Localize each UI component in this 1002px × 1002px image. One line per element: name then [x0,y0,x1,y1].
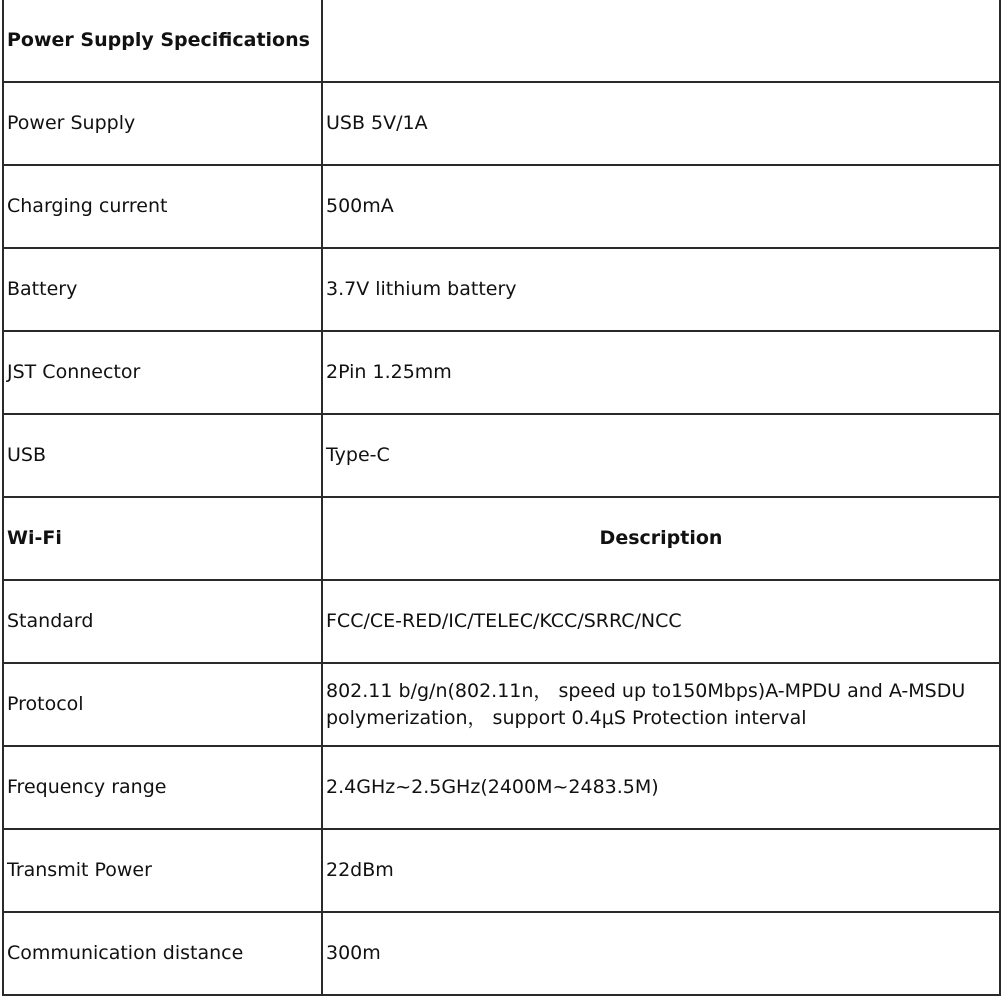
section-header-wifi: Wi-Fi [3,497,322,580]
table-row [3,82,1000,165]
table-row [3,663,1000,746]
section-header-empty-cell [322,0,1000,82]
spec-value: 300m [322,912,1000,995]
section-header-power-supply: Power Supply Specifications [3,0,322,82]
spec-label: Protocol [3,663,322,746]
spec-label: Power Supply [3,82,322,165]
table-row [3,165,1000,248]
spec-label: Battery [3,248,322,331]
spec-label: Communication distance [3,912,322,995]
spec-label: Transmit Power [3,829,322,912]
spec-value: Type-C [322,414,1000,497]
specifications-table [2,0,1001,996]
table-row [3,746,1000,829]
table-row [3,0,1000,82]
spec-label: USB [3,414,322,497]
spec-value: 22dBm [322,829,1000,912]
spec-value: FCC/CE-RED/IC/TELEC/KCC/SRRC/NCC [322,580,1000,663]
spec-value: USB 5V/1A [322,82,1000,165]
table-row [3,497,1000,580]
spec-value: 3.7V lithium battery [322,248,1000,331]
spec-value: 2.4GHz~2.5GHz(2400M~2483.5M) [322,746,1000,829]
table-row [3,912,1000,995]
table-row [3,580,1000,663]
spec-label: Frequency range [3,746,322,829]
column-header-description: Description [322,497,1000,580]
spec-value: 500mA [322,165,1000,248]
table-row [3,414,1000,497]
table-row [3,829,1000,912]
spec-value: 2Pin 1.25mm [322,331,1000,414]
spec-label: Standard [3,580,322,663]
table-row [3,248,1000,331]
spec-value: 802.11 b/g/n(802.11n， speed up to150Mbps)A-MPDU and A-MSDU polymerization， support 0.4μS Protection interval [322,663,1000,746]
table-row [3,331,1000,414]
spec-label: JST Connector [3,331,322,414]
spec-label: Charging current [3,165,322,248]
